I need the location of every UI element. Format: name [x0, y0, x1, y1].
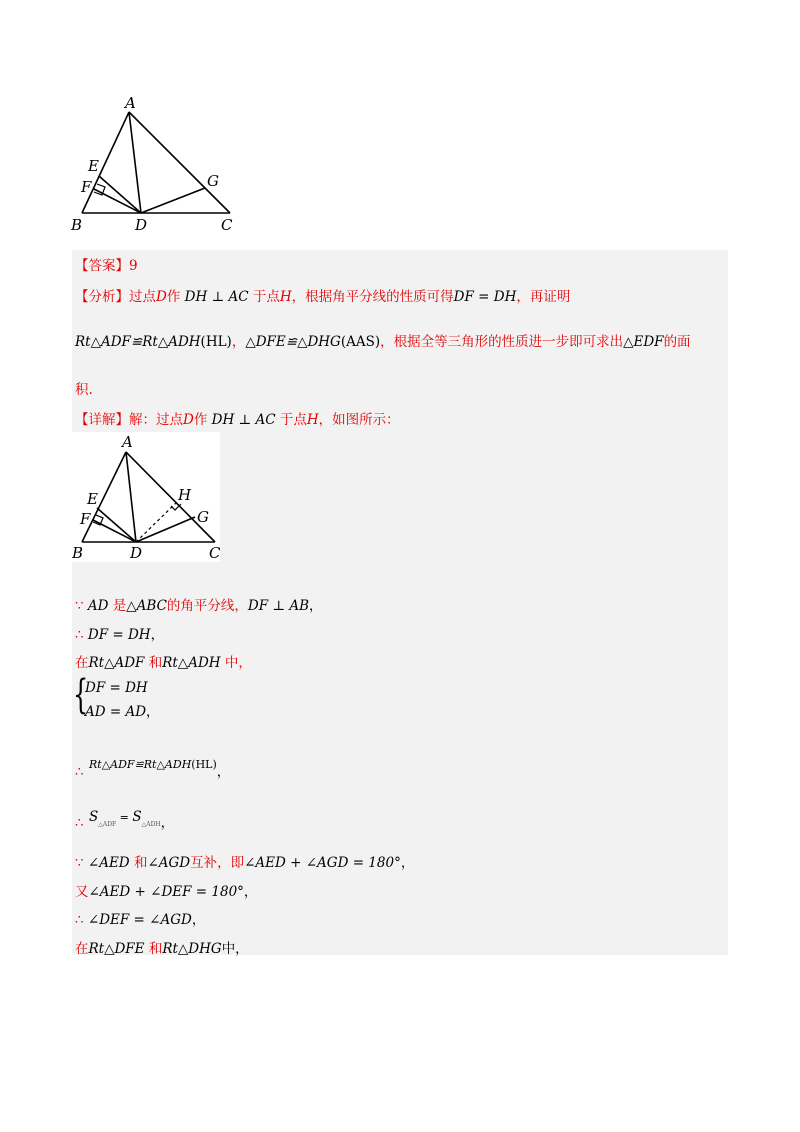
label-b: B	[71, 216, 83, 234]
math: S	[89, 809, 99, 825]
text: ，	[150, 627, 165, 643]
step-1	[75, 594, 323, 614]
step-3	[75, 651, 252, 671]
label-a: A	[125, 95, 136, 112]
math: (AAS)	[340, 334, 381, 350]
math: H	[306, 412, 319, 428]
because-symbol: ∵	[75, 855, 84, 871]
segment-dg	[141, 188, 205, 213]
text: 和	[148, 941, 163, 957]
text: ，再证明	[516, 289, 571, 305]
math: DH ⊥ AC	[184, 289, 249, 305]
label-g: G	[197, 508, 209, 526]
text: ，如图所示：	[318, 412, 400, 428]
text: 互补，即	[190, 855, 245, 871]
analysis-line-1	[75, 285, 570, 305]
label-h: H	[178, 486, 192, 504]
label-g: G	[207, 172, 219, 190]
math: (HL)	[200, 334, 232, 350]
detail-line	[75, 408, 400, 428]
label-c: C	[221, 216, 233, 234]
text: 中，	[221, 941, 249, 957]
step-8	[75, 880, 257, 900]
step-4-line-2	[85, 700, 160, 720]
math-subscript: △ADH	[141, 821, 161, 828]
label-e: E	[88, 157, 99, 175]
math: △ABC	[126, 598, 167, 614]
label-d: D	[130, 544, 143, 562]
text: ，根据角平分线的性质可得	[291, 289, 454, 305]
math: D	[183, 412, 194, 428]
text: 作	[166, 289, 181, 305]
step-5-sym	[75, 764, 84, 780]
step-2	[75, 623, 164, 643]
segment-ad	[126, 452, 136, 542]
math: AD	[87, 598, 109, 614]
text: ，根据全等三角形的性质进一步即可求出	[380, 334, 624, 350]
label-d: D	[135, 216, 148, 234]
detail-tag: 【详解】	[75, 412, 129, 428]
label-f: F	[81, 178, 92, 196]
text: ，	[216, 764, 231, 780]
system-brace: {	[73, 672, 89, 718]
math: Rt△ADF	[88, 655, 145, 671]
label-e: E	[87, 490, 98, 508]
therefore-symbol: ∴	[75, 815, 84, 831]
text: 积.	[75, 382, 93, 398]
text: 和	[148, 655, 163, 671]
because-symbol: ∵	[75, 598, 84, 614]
text: 的面	[663, 334, 691, 350]
math: Rt△ADF≌Rt△ADH	[89, 758, 192, 771]
segment-ad	[129, 112, 141, 213]
math: △DFE≌△DHG	[245, 334, 341, 350]
step-4-line-1	[85, 680, 148, 696]
math: DH ⊥ AC	[211, 412, 276, 428]
text: 是	[112, 598, 127, 614]
math: AD = AD	[85, 704, 147, 720]
text: 和	[133, 855, 148, 871]
text: ，	[400, 855, 415, 871]
math: D	[156, 289, 167, 305]
text: ，	[191, 912, 206, 928]
math: ∠AED	[87, 855, 130, 871]
text: 在	[75, 655, 89, 671]
math: ∠AED + ∠AGD = 180°	[244, 855, 401, 871]
step-10	[75, 937, 249, 957]
text: 在	[75, 941, 89, 957]
text: ，	[309, 598, 323, 614]
text: 于点	[252, 289, 280, 305]
math: ∠DEF = ∠AGD	[87, 912, 192, 928]
text: ，	[231, 334, 246, 350]
step-9	[75, 908, 205, 928]
text: 又	[75, 884, 89, 900]
analysis-line-3	[75, 378, 93, 398]
math: DF ⊥ AB	[247, 598, 310, 614]
triangle-figure-2	[72, 432, 220, 562]
text: 过点	[129, 289, 156, 305]
math: ∠AED + ∠DEF = 180°	[88, 884, 244, 900]
step-5	[75, 752, 231, 780]
math: DF = DH	[85, 680, 148, 696]
segment-ac	[126, 452, 215, 542]
text: ，	[160, 815, 175, 831]
text: 作	[193, 412, 208, 428]
math: H	[279, 289, 292, 305]
text: 于点	[279, 412, 307, 428]
math: DF = DH	[87, 627, 151, 643]
math: Rt△DFE	[88, 941, 145, 957]
text: ，	[243, 884, 258, 900]
math: DF = DH	[453, 289, 517, 305]
answer-line	[75, 254, 138, 274]
math: Rt△DHG	[162, 941, 222, 957]
math: Rt△ADH	[162, 655, 221, 671]
text: 解：过点	[129, 412, 183, 428]
text: ，	[146, 704, 160, 720]
triangle-figure-1	[70, 95, 240, 235]
math: =	[116, 811, 133, 824]
math: Rt△ADF≌Rt△ADH	[75, 334, 201, 350]
answer-value: 9	[129, 258, 138, 274]
therefore-symbol: ∴	[75, 764, 84, 780]
math: (HL)	[191, 758, 217, 771]
math-subscript: △ADF	[98, 821, 117, 828]
math: ∠AGD	[147, 855, 191, 871]
text: 的角平分线，	[166, 598, 248, 614]
segment-dg	[136, 517, 195, 542]
label-c: C	[209, 544, 220, 562]
label-a: A	[122, 433, 133, 451]
analysis-tag: 【分析】	[75, 289, 129, 305]
text: 中，	[224, 655, 252, 671]
label-f: F	[80, 510, 91, 528]
answer-tag: 【答案】	[75, 258, 129, 274]
step-7	[75, 851, 414, 871]
label-b: B	[72, 544, 84, 562]
math: S	[132, 809, 142, 825]
math: △EDF	[623, 334, 664, 350]
therefore-symbol: ∴	[75, 627, 84, 643]
step-6-sym	[75, 815, 84, 831]
analysis-line-2	[75, 330, 691, 350]
step-6	[75, 805, 175, 831]
therefore-symbol: ∴	[75, 912, 84, 928]
